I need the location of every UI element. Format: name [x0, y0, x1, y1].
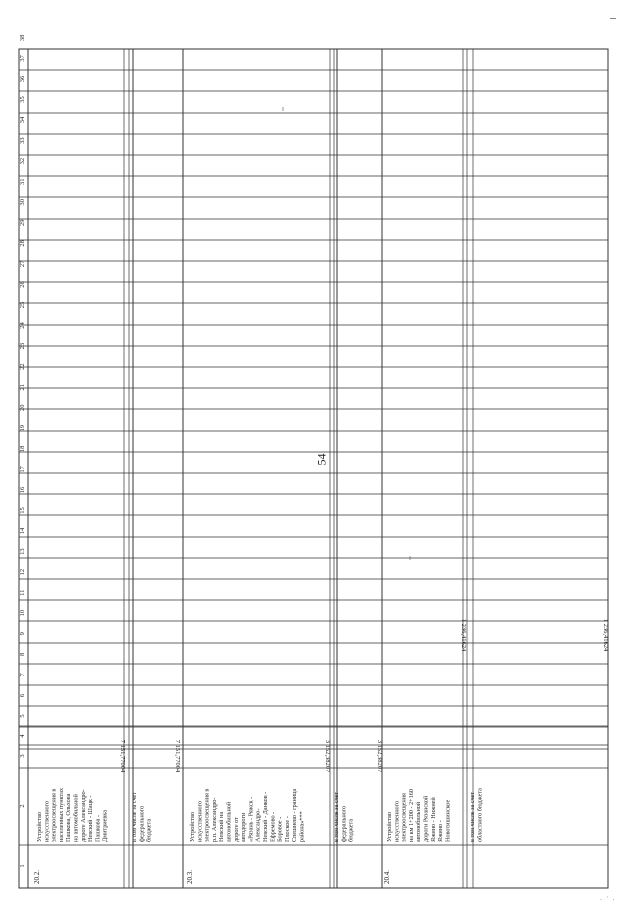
header-cell-3: 3 — [19, 754, 26, 758]
row-title-line: района»*** — [298, 811, 306, 842]
header-cell-11: 11 — [19, 589, 26, 596]
row-title-line: Невский - Данков - — [262, 791, 269, 842]
header-cell-12: 12 — [19, 568, 26, 576]
header-cell-32: 32 — [19, 157, 26, 165]
header-cell-17: 17 — [19, 466, 26, 473]
row-title-line: Устройство — [386, 811, 393, 842]
row-title-line: Ефремово - — [269, 811, 277, 842]
row-title-line: на автомобильной — [72, 794, 80, 842]
header-cell-10: 10 — [19, 610, 26, 617]
header-cell-8: 8 — [19, 652, 26, 656]
header-cell-23: 23 — [19, 342, 26, 350]
row-number-1: 20.2. — [33, 870, 41, 884]
row-title-line: Новотишинское — [444, 799, 452, 842]
header-cell-38: 38 — [19, 34, 26, 42]
row-col3-sub-value: 3 152,38207 — [376, 739, 383, 773]
row-title-line: искусственного — [43, 800, 51, 842]
header-cell-16: 16 — [19, 486, 26, 494]
row-title-line: Устройство — [36, 811, 43, 842]
row-col9-value: 1 236,41624 — [460, 618, 467, 652]
header-cell-1: 1 — [19, 864, 26, 868]
row-title-line: дороге Александро- — [79, 789, 87, 842]
row-title-line: Невский на — [218, 811, 226, 842]
row-sub-label-line: областного бюджета — [476, 788, 484, 842]
header-cell-6: 6 — [19, 693, 26, 698]
row-title-line: р.п. Александро- — [210, 797, 218, 842]
header-cell-21: 21 — [19, 383, 26, 391]
header-cell-28: 28 — [19, 240, 26, 247]
row-title-line: «Рязань - Ряжск - — [247, 796, 255, 842]
header-cell-25: 25 — [19, 301, 26, 309]
header-cell-18: 18 — [19, 445, 26, 453]
row-title-line: Пашкова - — [94, 815, 102, 842]
header-cell-26: 26 — [19, 281, 26, 288]
row-title-line: Боровое - — [276, 816, 284, 842]
header-cell-19: 19 — [19, 425, 26, 432]
row-title-line: электроосвещения в — [203, 788, 211, 842]
header-cell-14: 14 — [19, 527, 26, 535]
header-cell-22: 22 — [19, 363, 26, 370]
page-number: 54 — [314, 453, 329, 466]
header-cell-31: 31 — [19, 178, 26, 185]
row-title-line: дороге от — [232, 817, 240, 842]
row-sub-label-line: федерального — [138, 805, 146, 842]
header-cell-33: 33 — [19, 137, 26, 144]
table-frame — [19, 49, 608, 888]
row-title-line: Спешнево - граница — [291, 788, 299, 842]
header-cell-4: 4 — [19, 734, 26, 738]
row-title-line: Александро- — [254, 808, 262, 842]
scan-dots: . · . — [600, 893, 616, 902]
header-cell-2: 2 — [19, 804, 26, 808]
row-title-line: Плоское - — [283, 816, 291, 842]
header-cell-27: 27 — [19, 260, 26, 268]
row-title-line: электроосвещения в — [50, 788, 58, 842]
row-sub-label-line: в том числе за счет — [131, 791, 138, 842]
header-cell-36: 36 — [19, 75, 26, 83]
row-sub-label-line: в том числе за счет — [333, 791, 340, 842]
header-cell-29: 29 — [19, 219, 26, 227]
row-number-3: 20.4. — [383, 870, 391, 884]
row-col3-value: 7 151,77004 — [119, 739, 126, 773]
header-cell-35: 35 — [19, 96, 26, 103]
row-title-line: автомобильной — [415, 801, 423, 842]
row-title-line: искусственного — [393, 800, 401, 842]
row-title-line: автодороги — [240, 812, 248, 842]
row-title-line: Пашкова, Ольхова — [65, 793, 73, 842]
header-cell-13: 13 — [19, 548, 26, 555]
row-sub-label-line: бюджета — [145, 818, 153, 842]
header-cell-20: 20 — [19, 404, 26, 411]
row-title-line: автомобильной — [225, 801, 233, 842]
header-cell-30: 30 — [19, 199, 26, 206]
row-title-line: на км 1+200 - 2+160 — [407, 789, 415, 842]
header-cell-15: 15 — [19, 507, 26, 514]
row-title-line: дороги Рязанской — [422, 795, 430, 842]
header-cell-34: 34 — [19, 116, 26, 124]
row-title-line: Невский - Шацк - — [87, 795, 95, 842]
row-title-line: Дмитриевка — [101, 810, 109, 842]
row-number-2: 20.3. — [186, 870, 194, 884]
row-col9-sub-value: 1 236,41624 — [602, 618, 609, 652]
row-title-line: населенных пунктах — [57, 787, 65, 842]
header-cell-7: 7 — [19, 673, 26, 677]
header-cell-5: 5 — [19, 714, 26, 718]
row-col3-value: 3 152,38207 — [324, 739, 331, 773]
row-title-line: электроосвещения — [400, 793, 408, 842]
row-title-line: Устройство — [189, 811, 196, 842]
row-col3-sub-value: 7 151,77004 — [174, 739, 181, 773]
row-title-line: Яжино - — [437, 820, 445, 842]
row-sub-label-line: в том числе за счет — [469, 791, 476, 842]
row-sub-label-line: федерального — [340, 805, 348, 842]
header-cell-24: 24 — [19, 322, 26, 329]
header-cell-9: 9 — [19, 632, 26, 636]
row-title-line: искусственного — [196, 800, 204, 842]
row-sub-label-line: бюджета — [347, 818, 355, 842]
header-cell-37: 37 — [19, 55, 26, 62]
row-title-line: Яжино - Нижней — [429, 797, 437, 842]
